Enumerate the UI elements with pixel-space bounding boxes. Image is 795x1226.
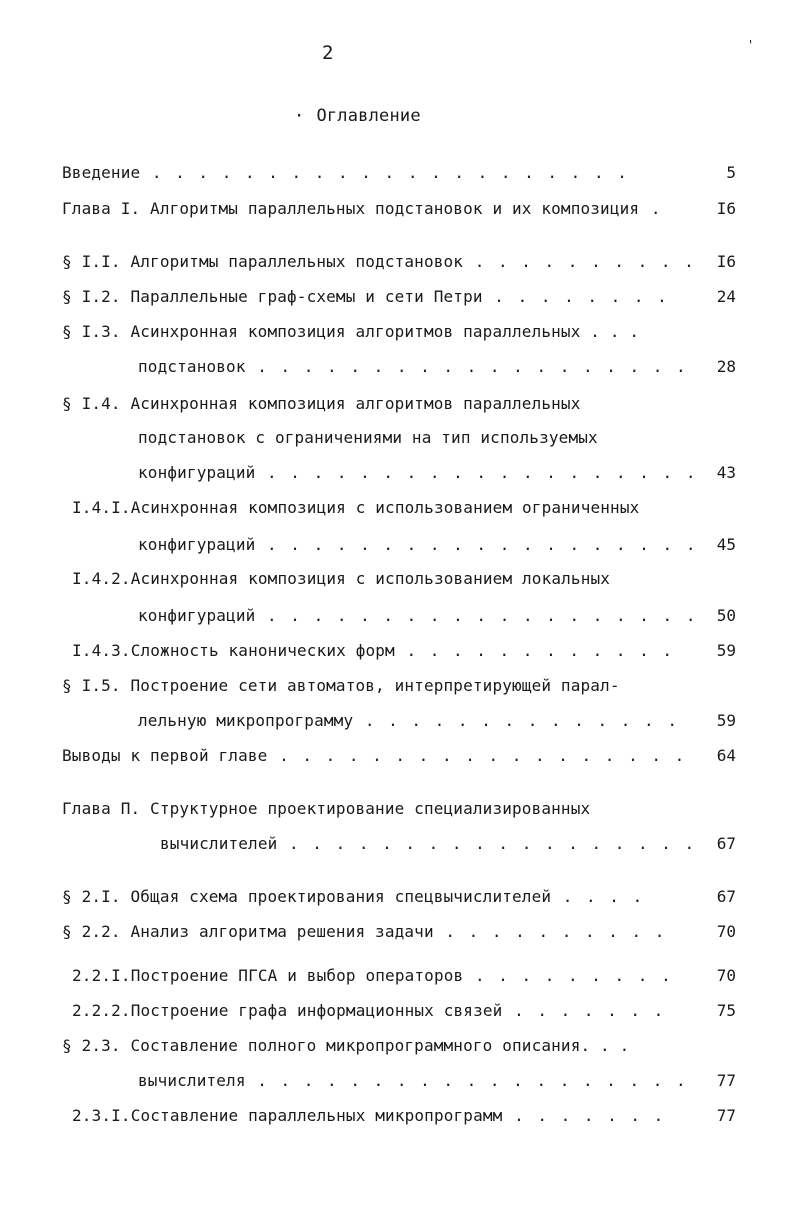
toc-entry-label: вычислителя bbox=[138, 1071, 246, 1090]
toc-entry bbox=[72, 569, 610, 589]
toc-entry bbox=[72, 498, 639, 518]
toc-page-number: 70 bbox=[716, 922, 736, 941]
toc-page-number: 70 bbox=[716, 966, 736, 985]
toc-entry bbox=[62, 676, 620, 696]
toc-entry bbox=[62, 252, 696, 272]
toc-entry-label: § I.5. Построение сети автоматов, интерпретирующей парал- bbox=[62, 676, 620, 695]
toc-page-number: I6 bbox=[716, 252, 736, 271]
toc-entry bbox=[62, 163, 629, 183]
toc-leader-dots: . . . . . . . . . . bbox=[433, 922, 667, 941]
toc-page-number: 24 bbox=[716, 287, 736, 306]
toc-entry-label: 2.2.2.Построение графа информационных связей bbox=[72, 1001, 503, 1020]
toc-leader-dots: . . . . . . . . . . . . . . . . . . . bbox=[255, 606, 698, 625]
title-bullet: · bbox=[294, 106, 305, 126]
toc-page-number: 45 bbox=[716, 535, 736, 554]
toc-entry bbox=[62, 1036, 629, 1056]
toc-entry bbox=[62, 394, 581, 414]
toc-entry bbox=[138, 535, 697, 555]
toc-page-number: 77 bbox=[716, 1071, 736, 1090]
toc-entry bbox=[62, 322, 639, 342]
title-text: Оглавление bbox=[316, 106, 421, 126]
toc-entry-label: § I.I. Алгоритмы параллельных подстановок bbox=[62, 252, 464, 271]
toc-entry bbox=[138, 1071, 688, 1091]
toc-entry-label: § I.3. Асинхронная композиция алгоритмов параллельных . . . bbox=[62, 322, 640, 341]
toc-entry-label: I.4.I.Асинхронная композиция с использованием ограниченных bbox=[72, 498, 640, 517]
toc-title bbox=[294, 106, 421, 126]
toc-entry-label: I.4.3.Сложность канонических форм bbox=[72, 641, 395, 660]
toc-leader-dots: . . . . . . . . . . . . . . . . . . . bbox=[245, 1071, 688, 1090]
toc-entry-label: § I.4. Асинхронная композиция алгоритмов параллельных bbox=[62, 394, 581, 413]
toc-leader-dots: . . . . . . . . . . . . . . . . . . bbox=[267, 746, 687, 765]
toc-page-number: 67 bbox=[716, 887, 736, 906]
toc-leader-dots: . . . . . . . . . . . . . . . . . . . bbox=[245, 357, 688, 376]
toc-entry bbox=[72, 1106, 665, 1126]
toc-entry bbox=[138, 428, 598, 448]
toc-page-number: I6 bbox=[716, 199, 736, 218]
toc-entry-label: 2.2.I.Построение ПГСА и выбор операторов bbox=[72, 966, 464, 985]
toc-entry-label: I.4.2.Асинхронная композиция с использованием локальных bbox=[72, 569, 611, 588]
toc-page-number: 43 bbox=[716, 463, 736, 482]
toc-leader-dots: . . . . . . . . . . . . . . . . . . . . . bbox=[140, 163, 629, 182]
toc-entry-label: подстановок bbox=[138, 357, 246, 376]
toc-entry-label: конфигураций bbox=[138, 463, 256, 482]
toc-leader-dots: . . . . . . . bbox=[502, 1001, 666, 1020]
toc-leader-dots: . . . . . . . . . bbox=[463, 966, 673, 985]
toc-entry-label: вычислителей bbox=[160, 834, 278, 853]
toc-page-number: 5 bbox=[726, 163, 736, 182]
toc-entry bbox=[62, 199, 662, 219]
toc-entry bbox=[138, 357, 688, 377]
toc-leader-dots: . . . . . . . . . . . . bbox=[394, 641, 675, 660]
toc-page-number: 28 bbox=[716, 357, 736, 376]
toc-page-number: 64 bbox=[716, 746, 736, 765]
toc-page-number: 75 bbox=[716, 1001, 736, 1020]
toc-entry-label: Введение bbox=[62, 163, 141, 182]
toc-page-number: 59 bbox=[716, 641, 736, 660]
toc-entry-label: подстановок с ограничениями на тип используемых bbox=[138, 428, 598, 447]
toc-entry bbox=[138, 463, 697, 483]
toc-entry bbox=[160, 834, 696, 854]
toc-entry-label: Глава П. Структурное проектирование специализированных bbox=[62, 799, 591, 818]
toc-leader-dots: . . . . . . . . . . . . . . . . . . . bbox=[255, 535, 698, 554]
toc-entry bbox=[62, 746, 686, 766]
header-mark: ' bbox=[747, 38, 755, 52]
toc-leader-dots: . . . . . . . . . . . . . . . . . . bbox=[277, 834, 697, 853]
toc-entry bbox=[72, 1001, 665, 1021]
toc-entry bbox=[62, 287, 669, 307]
toc-leader-dots: . . . . . . . . . . . . . . . . . . . bbox=[255, 463, 698, 482]
toc-leader-dots: . . . . . . . . . . . . . . bbox=[353, 711, 679, 730]
toc-entry-label: Глава I. Алгоритмы параллельных подстановок и их композиция bbox=[62, 199, 640, 218]
toc-page-number: 67 bbox=[716, 834, 736, 853]
toc-leader-dots: . bbox=[639, 199, 663, 218]
toc-page-number: 50 bbox=[716, 606, 736, 625]
toc-entry-label: § I.2. Параллельные граф-схемы и сети Петри bbox=[62, 287, 483, 306]
toc-entry-label: конфигураций bbox=[138, 606, 256, 625]
toc-entry-label: § 2.2. Анализ алгоритма решения задачи bbox=[62, 922, 434, 941]
toc-entry-label: лельную микропрограмму bbox=[138, 711, 354, 730]
toc-entry-label: § 2.3. Составление полного микропрограммного описания. . . bbox=[62, 1036, 630, 1055]
toc-entry bbox=[138, 711, 679, 731]
toc-entry bbox=[62, 887, 644, 907]
toc-entry bbox=[138, 606, 697, 626]
toc-entry-label: конфигураций bbox=[138, 535, 256, 554]
toc-leader-dots: . . . . . . . . bbox=[482, 287, 669, 306]
toc-entry bbox=[72, 966, 673, 986]
toc-page-number: 77 bbox=[716, 1106, 736, 1125]
toc-leader-dots: . . . . . . . . . . bbox=[463, 252, 696, 271]
toc-leader-dots: . . . . . . . bbox=[502, 1106, 666, 1125]
toc-entry-label: Выводы к первой главе bbox=[62, 746, 268, 765]
toc-entry bbox=[72, 641, 674, 661]
page-number: 2 bbox=[322, 42, 334, 64]
toc-entry bbox=[62, 922, 666, 942]
toc-entry-label: 2.3.I.Составление параллельных микропрограмм bbox=[72, 1106, 503, 1125]
toc-entry bbox=[62, 799, 590, 819]
toc-entry-label: § 2.I. Общая схема проектирования спецвычислителей bbox=[62, 887, 552, 906]
toc-leader-dots: . . . . bbox=[551, 887, 645, 906]
toc-page-number: 59 bbox=[716, 711, 736, 730]
